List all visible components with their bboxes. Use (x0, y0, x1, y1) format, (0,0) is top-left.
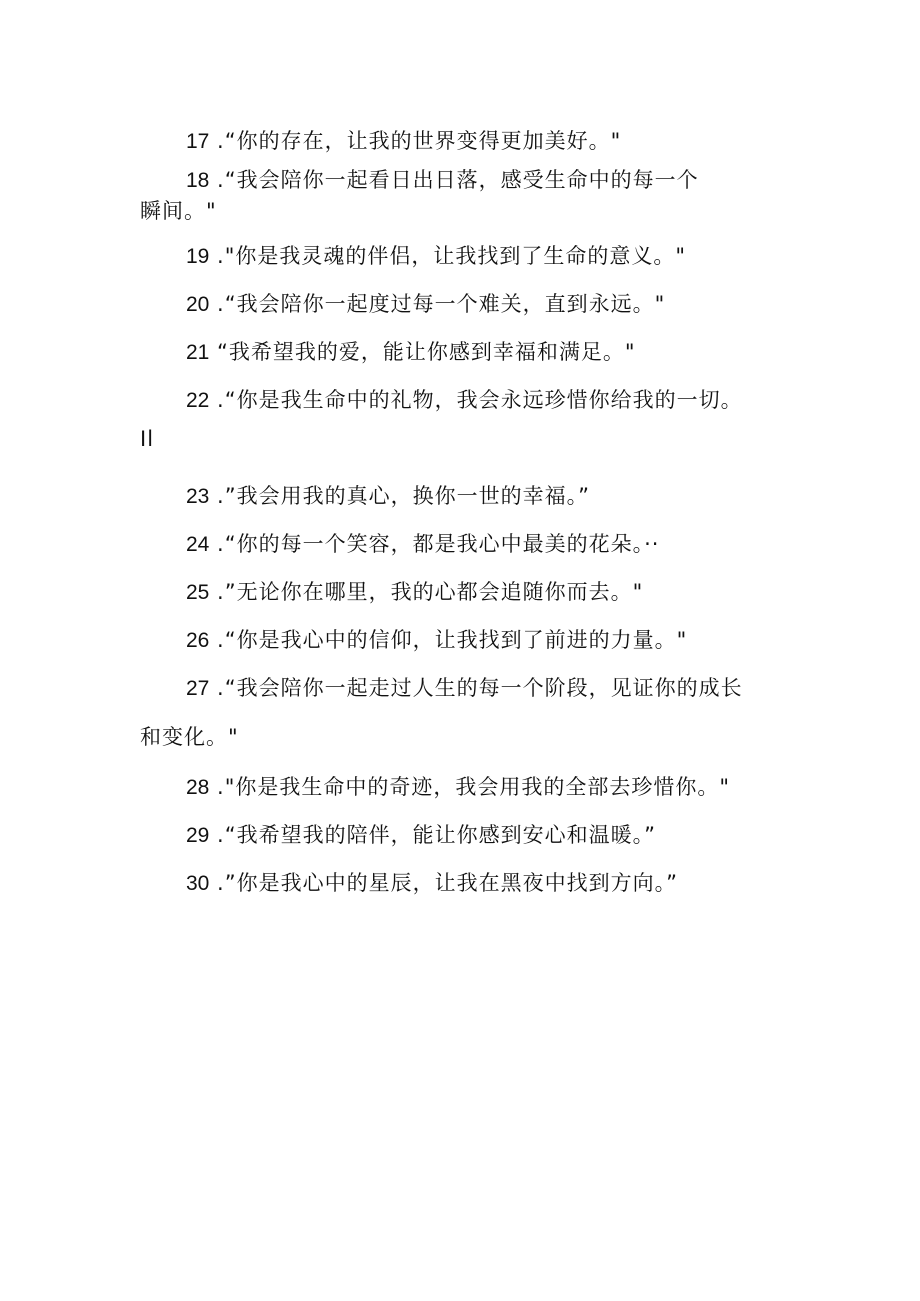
item-text-continuation: Il (140, 427, 155, 451)
item-number: 24 (186, 533, 210, 556)
item-number: 17 (186, 130, 210, 153)
item-text: ."你是我生命中的奇迹，我会用我的全部去珍惜你。" (217, 775, 731, 799)
item-number: 22 (186, 389, 210, 412)
item-text: .“你的存在，让我的世界变得更加美好。" (217, 129, 622, 153)
item-text: .“我会陪你一起度过每一个难关，直到永远。" (217, 292, 666, 316)
item-text: .“你是我生命中的礼物，我会永远珍惜你给我的一切。 (217, 388, 743, 412)
list-item-27-continuation (140, 723, 239, 751)
list-item-30 (186, 869, 678, 898)
item-text: .”你是我心中的星辰，让我在黑夜中找到方向。” (217, 871, 678, 895)
item-text: .“你是我心中的信仰，让我找到了前进的力量。" (217, 628, 688, 652)
item-text: .“我会陪你一起走过人生的每一个阶段，见证你的成长 (217, 676, 743, 700)
list-item-26 (186, 626, 687, 655)
item-text: .”无论你在哪里，我的心都会追随你而去。" (217, 580, 644, 604)
item-text: .”我会用我的真心，换你一世的幸福。” (217, 484, 590, 508)
item-text-continuation: 瞬间。" (140, 199, 217, 223)
item-number: 25 (186, 581, 210, 604)
list-item-24 (186, 530, 659, 559)
item-number: 27 (186, 677, 210, 700)
list-item-19 (186, 242, 686, 271)
item-text-continuation: 和变化。" (140, 725, 239, 749)
item-number: 19 (186, 245, 210, 268)
list-item-18-continuation (140, 197, 217, 225)
item-number: 26 (186, 629, 210, 652)
item-number: 29 (186, 824, 210, 847)
list-item-20 (186, 290, 665, 319)
list-item-27 (186, 674, 743, 703)
list-item-17 (186, 127, 621, 156)
list-item-23 (186, 482, 590, 511)
item-text: “我希望我的爱，能让你感到幸福和满足。" (217, 340, 636, 364)
list-item-22 (186, 386, 743, 415)
list-item-22-continuation (140, 425, 154, 453)
item-number: 21 (186, 341, 210, 364)
list-item-18 (186, 166, 699, 195)
list-item-21 (186, 338, 636, 367)
list-item-25 (186, 578, 643, 607)
item-text: .“我会陪你一起看日出日落，感受生命中的每一个 (217, 168, 699, 192)
item-text: ."你是我灵魂的伴侣，让我找到了生命的意义。" (217, 244, 687, 268)
item-text: .“你的每一个笑容，都是我心中最美的花朵。·· (217, 532, 660, 556)
item-text: .“我希望我的陪伴，能让你感到安心和温暖。” (217, 823, 656, 847)
item-number: 28 (186, 776, 210, 799)
item-number: 30 (186, 872, 210, 895)
item-number: 23 (186, 485, 210, 508)
list-item-28 (186, 773, 730, 802)
item-number: 20 (186, 293, 210, 316)
item-number: 18 (186, 169, 210, 192)
list-item-29 (186, 821, 656, 850)
